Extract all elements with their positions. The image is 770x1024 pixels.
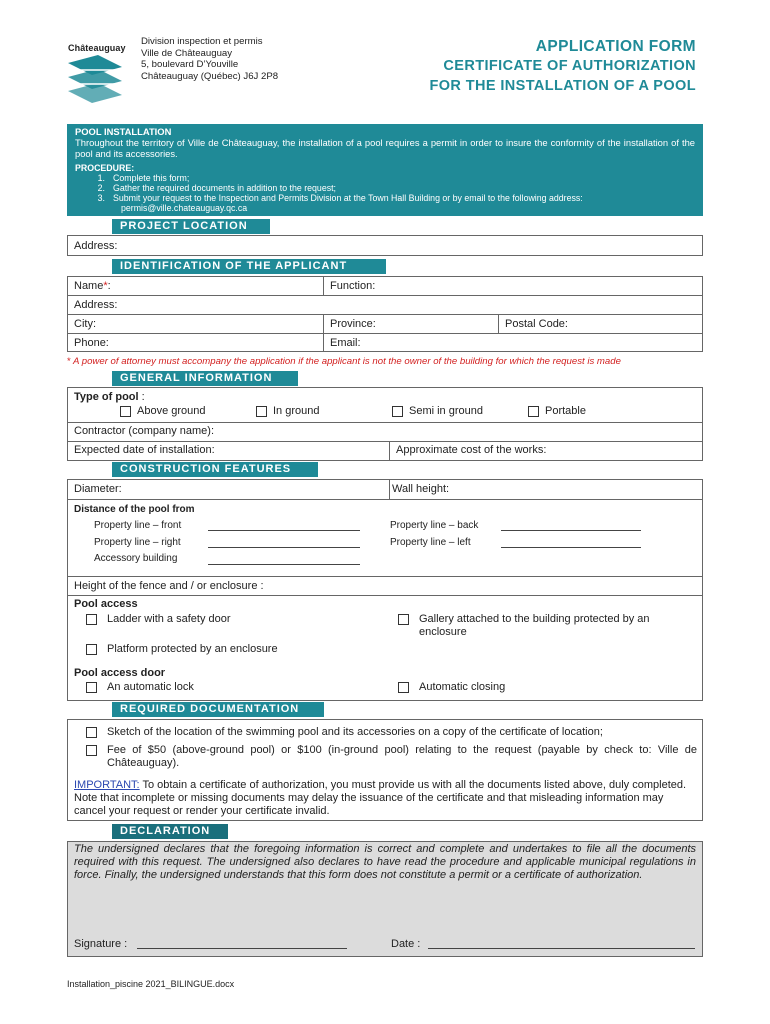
- platform-label: Platform protected by an enclosure: [107, 643, 278, 655]
- divider: [67, 441, 703, 442]
- section-header-required-docs: REQUIRED DOCUMENTATION: [112, 702, 324, 717]
- submission-email[interactable]: permis@ville.chateauguay.qc.ca: [121, 203, 248, 213]
- power-of-attorney-note: [67, 356, 621, 367]
- in-ground-label: In ground: [273, 405, 320, 417]
- section-header-applicant: IDENTIFICATION OF THE APPLICANT: [112, 259, 386, 274]
- important-text: To obtain a certificate of authorization, you must provide us with all the documents listed above, duly completed. Note that incomplete or missing documents may delay the issuance of the certificate and that misleading information may cancel your request or render your certificate invalid.: [74, 779, 687, 817]
- step-number: 1.: [97, 173, 105, 183]
- gallery-label: Gallery attached to the building protected by an enclosure: [419, 613, 650, 638]
- divider: [389, 441, 390, 461]
- applicant-address-label: Address:: [74, 299, 118, 311]
- function-label: Function:: [330, 280, 376, 292]
- form-subtitle: CERTIFICATE OF AUTHORIZATION: [443, 58, 696, 74]
- step-text: Submit your request to the Inspection and Permits Division at the Town Hall Building or by email to the following address:: [113, 193, 583, 203]
- fence-height-label: Height of the fence and / or enclosure :: [74, 580, 264, 592]
- fee-item: Fee of $50 (above-ground pool) or $100 (in-ground pool) relating to the request (payable by check to: Ville de Châteauguay).: [107, 744, 697, 769]
- distance-heading: Distance of the pool from: [74, 504, 195, 515]
- above-ground-label: Above ground: [137, 405, 206, 417]
- automatic-lock-label: An automatic lock: [107, 681, 194, 693]
- note-text: A power of attorney must accompany the application if the applicant is not the owner of the building for which the request is made: [73, 356, 621, 367]
- address-line: 5, boulevard D’Youville: [141, 59, 239, 70]
- procedure-step: [75, 193, 695, 203]
- document-filename: Installation_piscine 2021_BILINGUE.docx: [67, 979, 235, 989]
- portable-label: Portable: [545, 405, 586, 417]
- right-distance-line[interactable]: [208, 547, 360, 548]
- issuer-address: [141, 36, 278, 82]
- important-label: IMPORTANT:: [74, 779, 140, 791]
- divider: [323, 276, 324, 295]
- in-ground-checkbox[interactable]: [256, 406, 267, 417]
- phone-label: Phone:: [74, 337, 109, 349]
- gallery-checkbox[interactable]: [398, 614, 409, 625]
- left-distance-line[interactable]: [501, 547, 641, 548]
- postal-code-label: Postal Code:: [505, 318, 568, 330]
- procedure-step: [75, 183, 695, 193]
- step-text: Complete this form;: [113, 173, 190, 183]
- automatic-closing-checkbox[interactable]: [398, 682, 409, 693]
- divider: [67, 576, 703, 577]
- address-line: Division inspection et permis: [141, 36, 263, 47]
- step-text: Gather the required documents in addition to the request;: [113, 183, 336, 193]
- sketch-checkbox[interactable]: [86, 727, 97, 738]
- important-note: [74, 779, 694, 818]
- project-address-label: Address:: [74, 240, 118, 252]
- section-header-project-location: PROJECT LOCATION: [112, 219, 270, 234]
- declaration-text: The undersigned declares that the foregoing information is correct and complete and undertakes to file all the documents required with this request. The undersigned also declares to have read the procedure and applicable municipal regulations in force. Finally, the undersigned understands that this form does not constitute a permit or a certificate of authorization.: [74, 843, 696, 881]
- semi-in-ground-checkbox[interactable]: [392, 406, 403, 417]
- signature-label: Signature :: [74, 938, 128, 950]
- signature-line[interactable]: [137, 948, 347, 949]
- form-subtitle-2: FOR THE INSTALLATION OF A POOL: [429, 78, 696, 94]
- contractor-label: Contractor (company name):: [74, 425, 214, 437]
- fee-checkbox[interactable]: [86, 745, 97, 756]
- left-label: Property line – left: [390, 537, 471, 548]
- automatic-lock-checkbox[interactable]: [86, 682, 97, 693]
- divider: [389, 479, 390, 499]
- pool-access-heading: Pool access: [74, 598, 138, 610]
- pool-type-label-text: Type of pool: [74, 391, 139, 403]
- procedure-heading: PROCEDURE:: [75, 163, 135, 173]
- back-label: Property line – back: [390, 520, 479, 531]
- step-number: 3.: [97, 193, 105, 203]
- section-header-general: GENERAL INFORMATION: [112, 371, 298, 386]
- accessory-distance-line[interactable]: [208, 564, 360, 565]
- project-location-frame: [67, 235, 703, 256]
- step-number: 2.: [97, 183, 105, 193]
- front-label: Property line – front: [94, 520, 182, 531]
- divider: [67, 295, 703, 296]
- intro-text: Throughout the territory of Ville de Châteauguay, the installation of a pool requires a permit in order to insure the conformity of the installation of the pool and its accessories.: [75, 137, 695, 160]
- semi-in-ground-label: Semi in ground: [409, 405, 483, 417]
- procedure-step: [75, 173, 695, 183]
- logo-wordmark: Châteauguay: [68, 43, 126, 53]
- access-door-heading: Pool access door: [74, 667, 166, 679]
- platform-checkbox[interactable]: [86, 644, 97, 655]
- ladder-checkbox[interactable]: [86, 614, 97, 625]
- divider: [498, 314, 499, 333]
- divider: [67, 422, 703, 423]
- diameter-label: Diameter:: [74, 483, 122, 495]
- date-label: Date :: [391, 938, 421, 950]
- pool-type-label: [74, 391, 145, 403]
- ladder-label: Ladder with a safety door: [107, 613, 231, 625]
- address-line: Ville de Châteauguay: [141, 47, 233, 59]
- province-label: Province:: [330, 318, 376, 330]
- address-line: Châteauguay (Québec) J6J 2P8: [141, 70, 279, 82]
- name-label-text: Name: [74, 280, 104, 292]
- automatic-closing-label: Automatic closing: [419, 681, 506, 693]
- divider: [67, 333, 703, 334]
- pool-type-colon: :: [138, 391, 145, 403]
- above-ground-checkbox[interactable]: [120, 406, 131, 417]
- name-label-colon: :: [107, 280, 111, 292]
- approximate-cost-label: Approximate cost of the works:: [396, 444, 547, 456]
- wall-height-label: Wall height:: [392, 483, 450, 495]
- divider: [323, 314, 324, 352]
- back-distance-line[interactable]: [501, 530, 641, 531]
- section-header-declaration: DECLARATION: [112, 824, 228, 839]
- name-label: [74, 280, 111, 292]
- city-label: City:: [74, 318, 96, 330]
- intro-box: [67, 124, 703, 216]
- form-title: APPLICATION FORM: [535, 38, 696, 55]
- front-distance-line[interactable]: [208, 530, 360, 531]
- section-header-construction: CONSTRUCTION FEATURES: [112, 462, 318, 477]
- intro-heading: POOL INSTALLATION: [75, 126, 172, 137]
- city-logo: [66, 38, 126, 106]
- right-label: Property line – right: [94, 537, 181, 548]
- divider: [67, 314, 703, 315]
- date-line[interactable]: [428, 948, 695, 949]
- note-star: *: [67, 356, 71, 367]
- logo-mark-icon: [68, 55, 122, 105]
- accessory-label: Accessory building: [94, 553, 178, 564]
- divider: [67, 595, 703, 596]
- expected-date-label: Expected date of installation:: [74, 444, 215, 456]
- portable-checkbox[interactable]: [528, 406, 539, 417]
- required-star: *: [103, 280, 108, 292]
- sketch-item: Sketch of the location of the swimming pool and its accessories on a copy of the certificate of location;: [107, 726, 603, 738]
- email-label: Email:: [330, 337, 361, 349]
- divider: [67, 499, 703, 500]
